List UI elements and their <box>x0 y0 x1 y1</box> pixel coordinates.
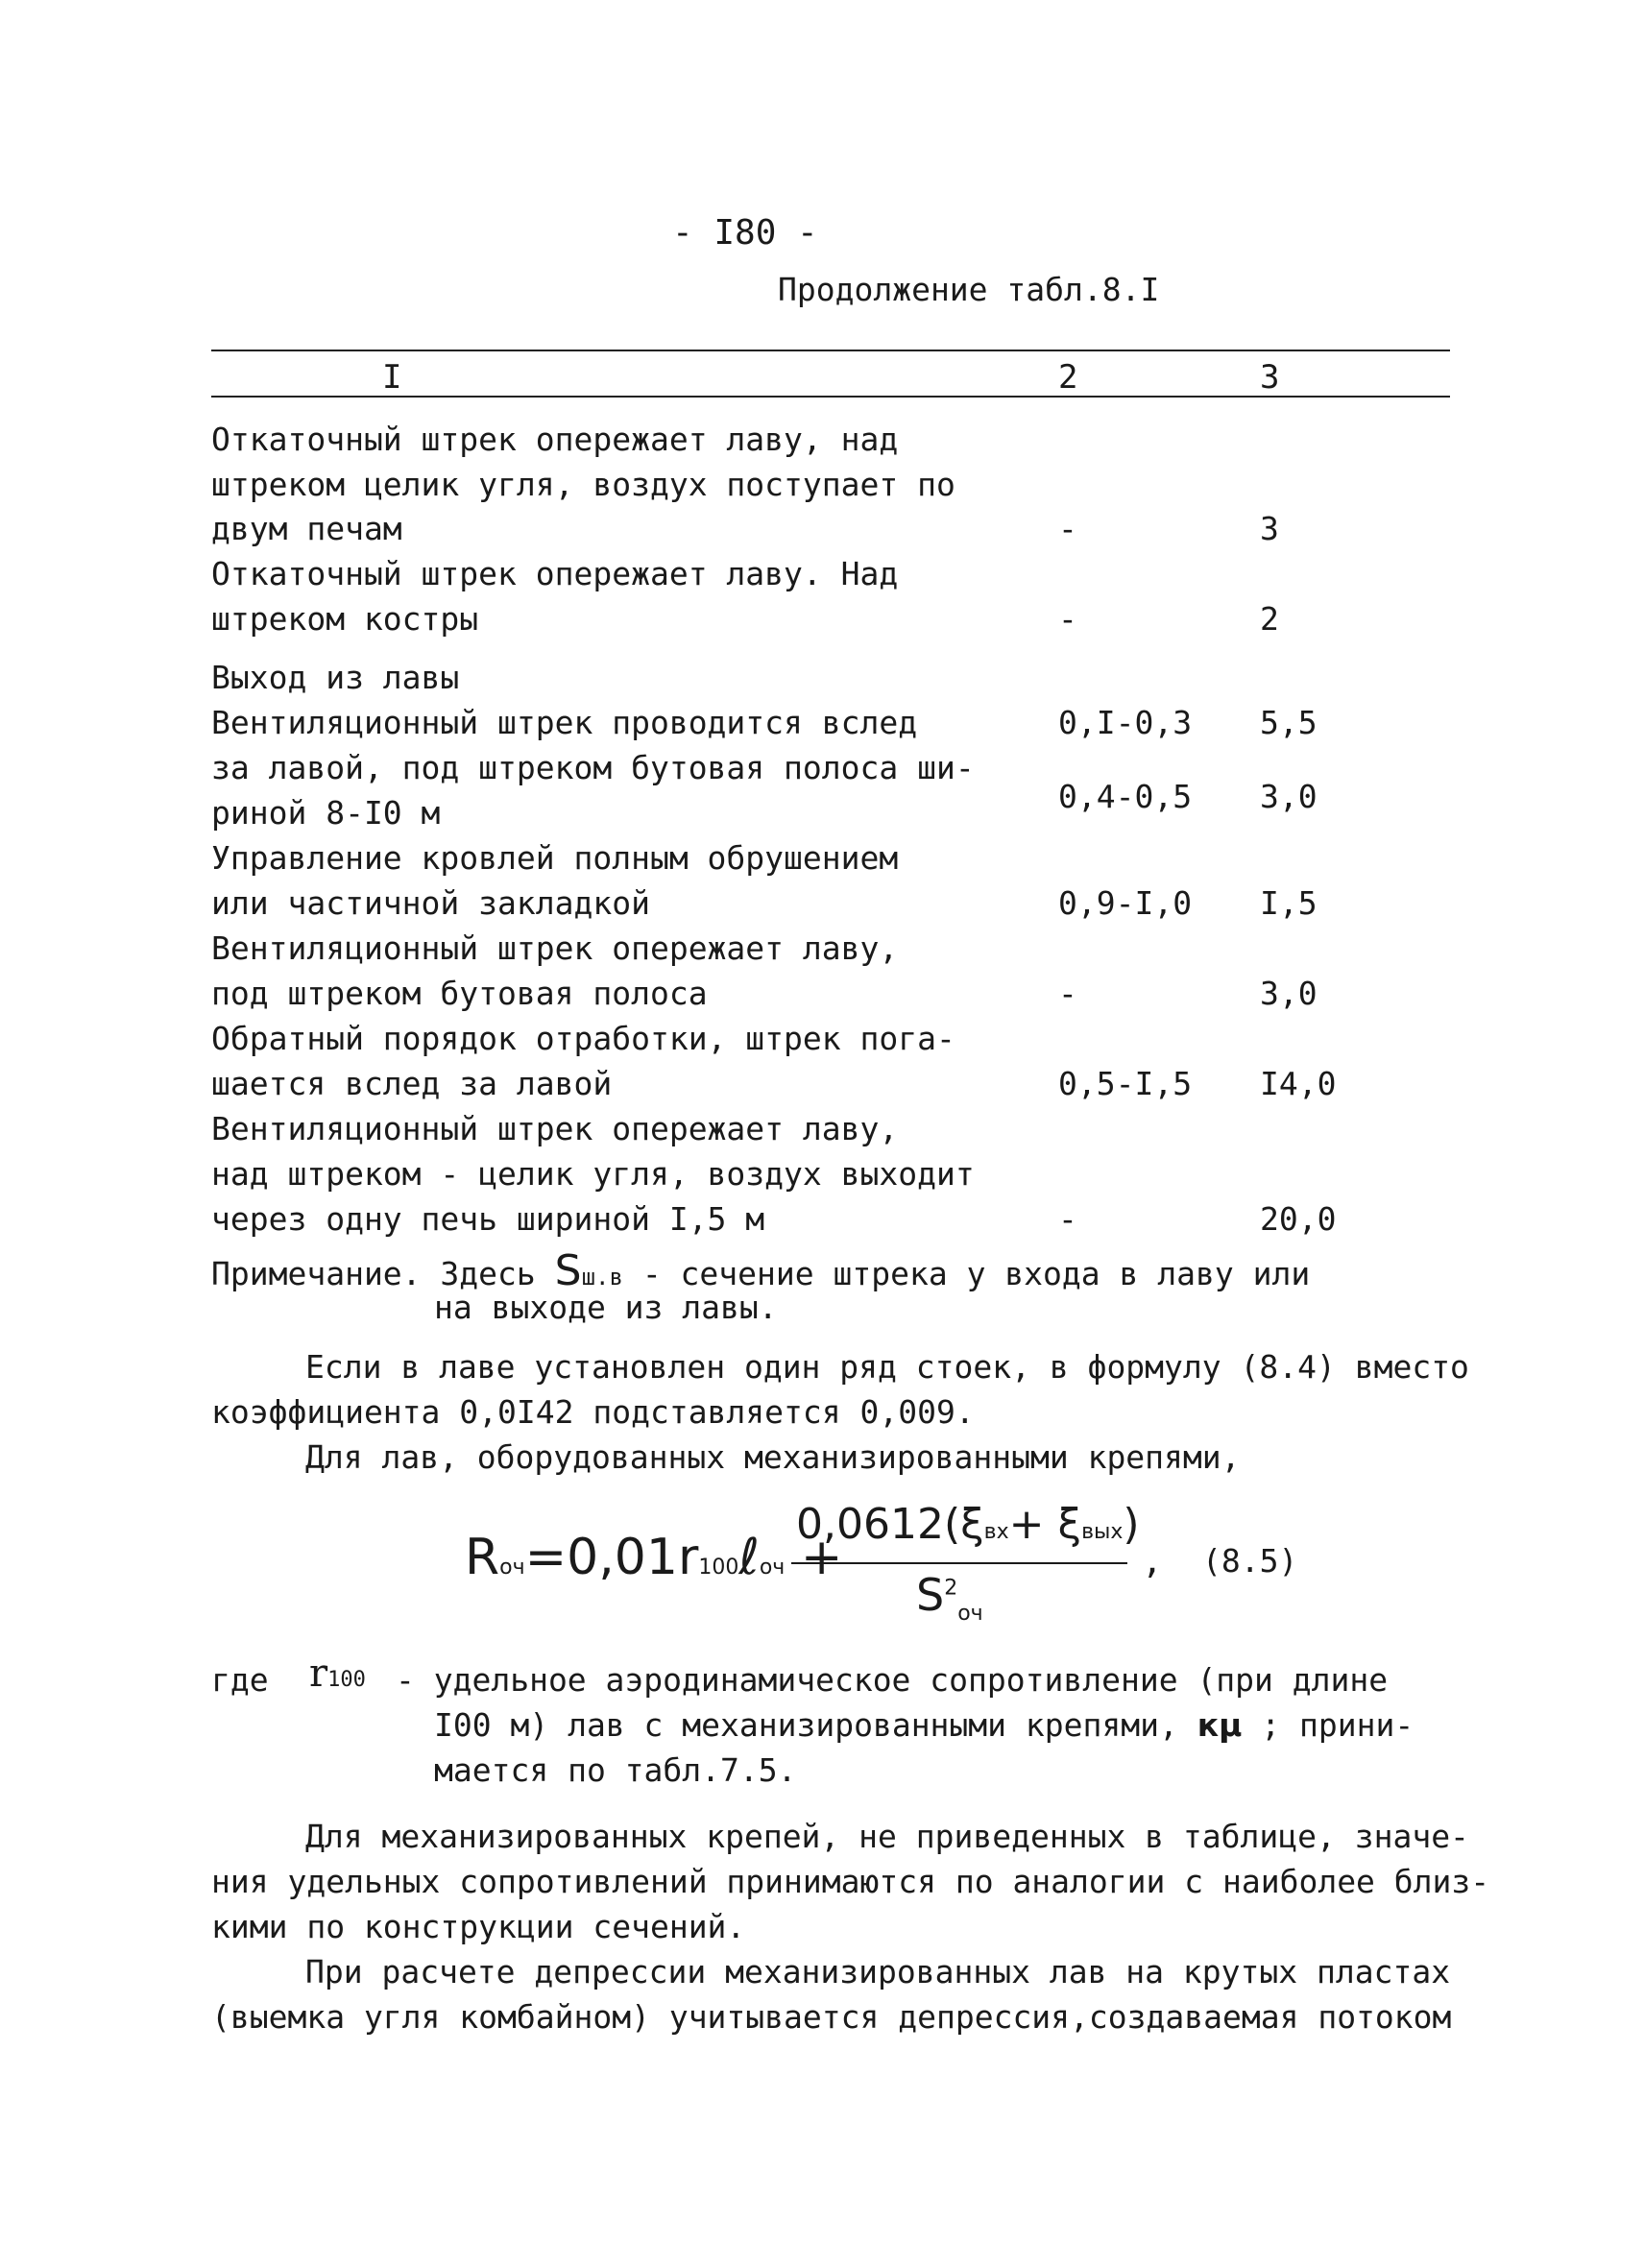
paragraph-line: ния удельных сопротивлений принимаются по аналогии с наиболее близ- <box>211 1863 1490 1900</box>
table-header-col-3: 3 <box>1260 358 1280 397</box>
table-cell-col-3: 20,0 <box>1260 1200 1337 1238</box>
table-section-heading: Выход из лавы <box>211 659 460 696</box>
table-cell-col-2: 0,5-I,5 <box>1058 1065 1193 1102</box>
paragraph-line: кими по конструкции сечений. <box>211 1908 746 1945</box>
formula-comma: , <box>1142 1542 1163 1581</box>
where-label: где <box>211 1661 269 1699</box>
table-line: Обратный порядок отработки, штрек пога- <box>211 1020 955 1057</box>
paragraph-line: Для лав, оборудованных механизированными крепями, <box>305 1438 1241 1476</box>
where-line: I00 м) лав с механизированными крепями, кμ ; прини- <box>434 1706 1414 1744</box>
table-line: над штреком - целик угля, воздух выходит <box>211 1155 975 1193</box>
formula-8-5 <box>465 1500 1329 1634</box>
table-line: Вентиляционный штрек опережает лаву, <box>211 929 899 967</box>
table-header-col-1: I <box>382 358 402 397</box>
note-label: Примечание. Здесь <box>211 1255 536 1292</box>
table-header-col-2: 2 <box>1058 358 1078 397</box>
table-cell-col-2: 0,9-I,0 <box>1058 884 1193 922</box>
note-text: - сечение штрека у входа в лаву или <box>641 1255 1311 1292</box>
paragraph-line: Если в лаве установлен один ряд стоек, в формулу (8.4) вместо <box>305 1348 1469 1386</box>
table-line: Откаточный штрек опережает лаву. Над <box>211 555 899 592</box>
formula-lhs: Rоч=0,01r100ℓоч + <box>465 1529 843 1586</box>
paragraph-line: (выемка угля комбайном) учитывается депрессия,создаваемая потоком <box>211 1998 1452 2036</box>
formula-numerator: 0,0612(ξвх+ ξвых) <box>796 1500 1140 1549</box>
formula-denominator: $S^2_{оч}$ <box>916 1569 983 1627</box>
note-symbol-sub: ш.в <box>581 1264 623 1291</box>
fraction-bar <box>791 1562 1127 1564</box>
table-cell-col-3: 3,0 <box>1260 975 1318 1012</box>
table-cell-col-2: 0,4-0,5 <box>1058 778 1193 815</box>
where-unit: кμ <box>1197 1706 1243 1744</box>
where-line: - удельное аэродинамическое сопротивление (при длине <box>396 1661 1389 1699</box>
table-cell-col-2: - <box>1058 1200 1077 1238</box>
table-line: Управление кровлей полным обрушением <box>211 839 899 877</box>
table-cell-col-3: 3,0 <box>1260 778 1318 815</box>
where-symbol: r100 <box>309 1652 366 1696</box>
page-number: - I80 - <box>672 213 818 253</box>
table-cell-col-2: - <box>1058 975 1077 1012</box>
table-line: или частичной закладкой <box>211 884 650 922</box>
table-line: через одну печь шириной I,5 м <box>211 1200 765 1238</box>
table-line: двум печам <box>211 510 402 547</box>
table-top-rule <box>211 350 1450 351</box>
table-line: под штреком бутовая полоса <box>211 975 708 1012</box>
note-continuation: на выходе из лавы. <box>434 1289 778 1326</box>
table-continuation-caption: Продолжение табл.8.I <box>778 271 1160 308</box>
table-line: за лавой, под штреком бутовая полоса ши- <box>211 749 975 786</box>
paragraph-line: Для механизированных крепей, не приведенных в таблице, значе- <box>305 1818 1469 1855</box>
table-line: штреком целик угля, воздух поступает по <box>211 466 955 503</box>
table-cell-col-2: 0,I-0,3 <box>1058 704 1193 741</box>
paragraph-line: коэффициента 0,0I42 подставляется 0,009. <box>211 1393 975 1431</box>
equation-number: (8.5) <box>1202 1542 1298 1580</box>
table-line: Вентиляционный штрек опережает лаву, <box>211 1110 899 1147</box>
table-cell-col-3: 2 <box>1260 600 1279 638</box>
table-cell-col-2: - <box>1058 510 1077 547</box>
table-cell-col-3: I,5 <box>1260 884 1318 922</box>
table-cell-col-3: 3 <box>1260 510 1279 547</box>
table-line: штреком костры <box>211 600 479 638</box>
table-header-rule <box>211 396 1450 398</box>
note-symbol: S <box>554 1246 582 1295</box>
table-cell-col-2: - <box>1058 600 1077 638</box>
table-line: Вентиляционный штрек проводится вслед <box>211 704 918 741</box>
where-line: мается по табл.7.5. <box>434 1751 797 1789</box>
table-line: шается вслед за лавой <box>211 1065 613 1102</box>
table-cell-col-3: 5,5 <box>1260 704 1318 741</box>
table-line: риной 8-I0 м <box>211 794 441 832</box>
table-cell-col-3: I4,0 <box>1260 1065 1337 1102</box>
paragraph-line: При расчете депрессии механизированных лав на крутых пластах <box>305 1953 1451 1991</box>
table-line: Откаточный штрек опережает лаву, над <box>211 421 899 458</box>
